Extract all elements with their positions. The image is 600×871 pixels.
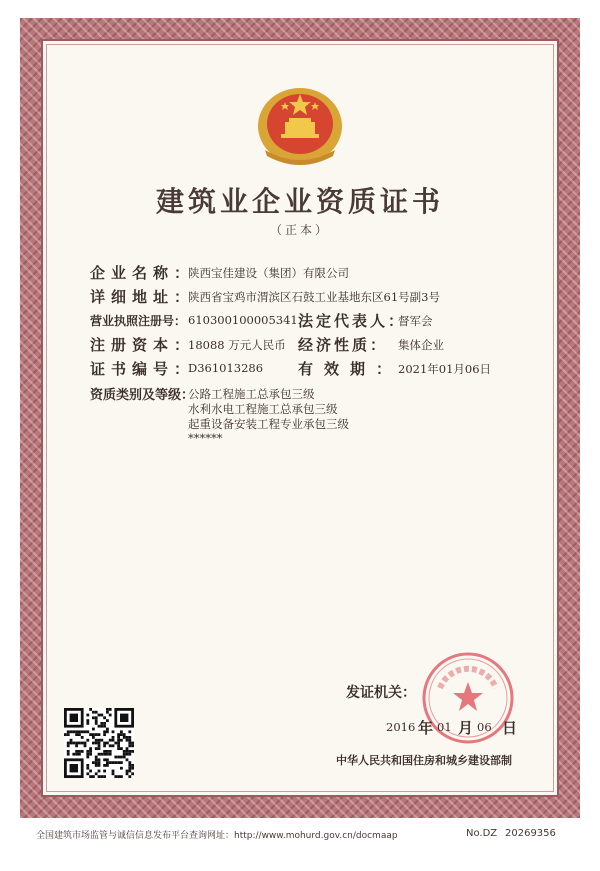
serial-number-label: No.DZ	[466, 828, 498, 839]
legal-rep-value: 督军会	[398, 314, 433, 328]
footer-query-url: 全国建筑市场监管与诚信信息发布平台查询网址：http://www.mohurd.gov.cn/docmaap	[36, 831, 398, 841]
issuer-label: 发证机关：	[346, 685, 416, 701]
qualification-label: 资质类别及等级：	[90, 388, 195, 403]
economic-nature-value: 集体企业	[398, 338, 444, 352]
capital-label: 注册资本：	[90, 336, 196, 354]
serial-number-value: 20269356	[505, 828, 556, 839]
issue-year: 2016	[386, 720, 416, 734]
certificate-subtitle: （正本）	[269, 223, 330, 237]
qualification-item: 起重设备安装工程专业承包三级	[188, 417, 349, 431]
address-label: 详细地址：	[90, 288, 196, 306]
company-name-value: 陕西宝佳建设（集团）有限公司	[188, 266, 349, 280]
ministry-name: 中华人民共和国住房和城乡建设部制	[336, 754, 512, 767]
day-unit: 日	[502, 719, 518, 737]
capital-value: 18088 万元人民币	[188, 338, 286, 352]
economic-nature-label: 经济性质：	[298, 336, 389, 354]
cert-number-value: D361013286	[188, 361, 264, 375]
license-value: 610300100005341	[188, 313, 298, 327]
address-value: 陕西省宝鸡市渭滨区石鼓工业基地东区61号副3号	[188, 290, 440, 304]
company-name-label: 企业名称：	[90, 264, 196, 282]
month-unit: 月	[458, 719, 474, 737]
year-unit: 年	[418, 719, 434, 737]
certificate-title: 建筑业企业资质证书	[155, 185, 444, 218]
qualification-item: 水利水电工程施工总承包三级	[188, 402, 338, 416]
national-emblem-icon	[255, 80, 345, 166]
issue-day: 06	[477, 720, 492, 734]
cert-number-label: 证书编号：	[90, 360, 196, 378]
license-label: 营业执照注册号：	[90, 314, 187, 328]
qualification-item: ******	[188, 431, 223, 445]
validity-value: 2021年01月06日	[398, 362, 492, 376]
qr-code-icon	[64, 708, 134, 778]
qualification-item: 公路工程施工总承包三级	[188, 387, 315, 401]
issue-month: 01	[437, 720, 452, 734]
validity-label: 有效期：	[298, 360, 403, 378]
legal-rep-label: 法定代表人：	[298, 312, 407, 330]
